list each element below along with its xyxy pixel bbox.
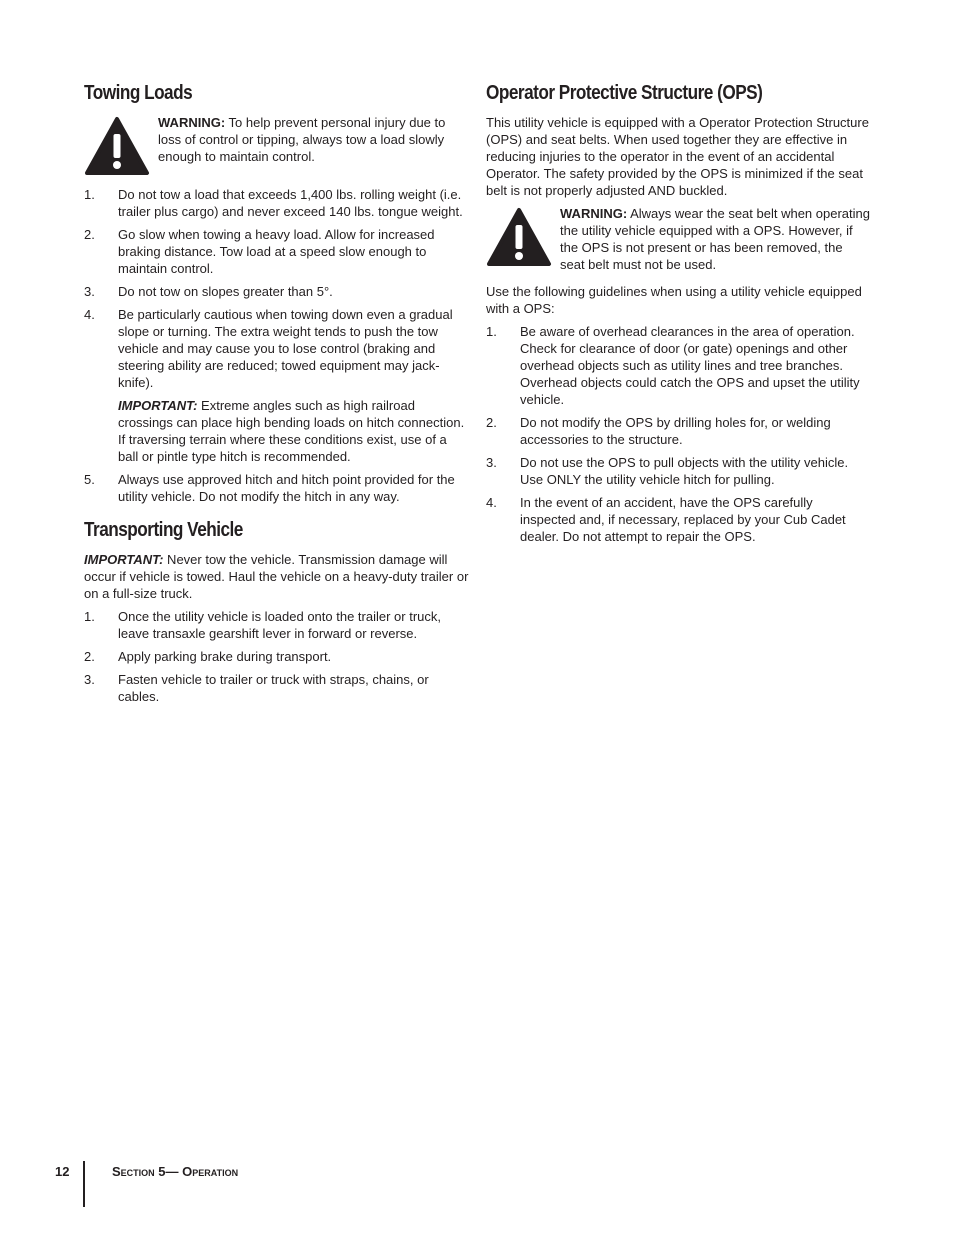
- list-number: 3.: [486, 455, 497, 470]
- list-number: 2.: [486, 415, 497, 430]
- list-text: Be particularly cautious when towing down even a gradual slope or turning. The extra weight tends to push the tow vehicle and may cause you to lose control (braking and steering ability are reduced; towed equipment may jack-knife).: [118, 307, 453, 390]
- list-item: [486, 323, 870, 408]
- list-item: [84, 283, 469, 300]
- transporting-vehicle-heading: Transporting Vehicle: [84, 519, 243, 541]
- list-number: 2.: [84, 649, 95, 664]
- warning-message: To help prevent personal injury due to loss of control or tipping, always tow a load slowly enough to maintain control.: [158, 115, 446, 164]
- list-item: [84, 226, 469, 277]
- warning-triangle-icon: [84, 116, 150, 176]
- list-item: [84, 648, 469, 665]
- list-text: Always use approved hitch and hitch point provided for the utility vehicle. Do not modify the hitch in any way.: [118, 472, 455, 504]
- list-item: [84, 608, 469, 642]
- list-number: 3.: [84, 284, 95, 299]
- list-item: [84, 671, 469, 705]
- list-text: Do not tow on slopes greater than 5°.: [118, 284, 333, 299]
- list-text: Do not use the OPS to pull objects with the utility vehicle. Use ONLY the utility vehicle hitch for pulling.: [520, 455, 849, 487]
- list-text: Do not tow a load that exceeds 1,400 lbs. rolling weight (i.e. trailer plus cargo) and never exceed 140 lbs. tongue weight.: [118, 187, 463, 219]
- ops-intro: This utility vehicle is equipped with a Operator Protection Structure (OPS) and seat belts. When used together they are effective in reducing injuries to the operator in the event of an accidental Operator. The safety provided by the OPS is minimized if the seat belt is not properly adjusted AND buckled.: [486, 115, 869, 198]
- important-label: IMPORTANT:: [84, 552, 164, 567]
- list-number: 1.: [84, 187, 95, 202]
- warning-label: WARNING:: [158, 115, 226, 130]
- warning-message: Always wear the seat belt when operating the utility vehicle equipped with a OPS. However, if the OPS is not present or has been removed, the seat belt must not be used.: [560, 206, 870, 272]
- list-item: [84, 186, 469, 220]
- list-text: Once the utility vehicle is loaded onto the trailer or truck, leave transaxle gearshift lever in forward or reverse.: [118, 609, 441, 641]
- list-text: Go slow when towing a heavy load. Allow for increased braking distance. Tow load at a speed slow enough to maintain control.: [118, 227, 435, 276]
- list-number: 3.: [84, 672, 95, 687]
- page-number: 12: [55, 1164, 70, 1179]
- important-note: [118, 397, 469, 465]
- right-column: [486, 80, 870, 551]
- list-number: 4.: [84, 307, 95, 322]
- transporting-list: [84, 608, 469, 705]
- list-number: 4.: [486, 495, 497, 510]
- footer-divider: [83, 1161, 85, 1207]
- list-text: In the event of an accident, have the OPS carefully inspected and, if necessary, replaced by your Cub Cadet dealer. Do not attempt to repair the OPS.: [520, 495, 846, 544]
- important-text: Never tow the vehicle. Transmission damage will occur if vehicle is towed. Haul the vehicle on a heavy-duty trailer or on a full-size truck.: [84, 552, 469, 601]
- towing-list: [84, 186, 469, 505]
- ops-heading: Operator Protective Structure (OPS): [486, 82, 763, 104]
- transporting-important-note: [84, 551, 469, 602]
- towing-loads-heading: Towing Loads: [84, 82, 193, 104]
- list-item: [84, 471, 469, 505]
- list-item: [486, 414, 870, 448]
- list-text: Fasten vehicle to trailer or truck with straps, chains, or cables.: [118, 672, 429, 704]
- important-text: Extreme angles such as high railroad crossings can place high bending loads on hitch connection. If traversing terrain where these conditions exist, use of a ball or pintle type hitch is recommended.: [118, 398, 465, 464]
- list-text: Be aware of overhead clearances in the area of operation. Check for clearance of door (or gate) openings and other overhead objects such as utility lines and tree branches. Overhead objects could catch the OPS and upset the utility vehicle.: [520, 324, 860, 407]
- ops-warning-text: [560, 205, 870, 273]
- list-number: 2.: [84, 227, 95, 242]
- ops-list: [486, 323, 870, 545]
- list-number: 5.: [84, 472, 95, 487]
- list-item: [486, 454, 870, 488]
- warning-triangle-icon: [486, 207, 552, 267]
- towing-warning-text: [158, 114, 469, 165]
- list-number: 1.: [486, 324, 497, 339]
- ops-warning: [486, 205, 870, 273]
- ops-guidelines: Use the following guidelines when using a utility vehicle equipped with a OPS:: [486, 284, 862, 316]
- list-number: 1.: [84, 609, 95, 624]
- list-item: [486, 494, 870, 545]
- important-label: IMPORTANT:: [118, 398, 198, 413]
- warning-label: WARNING:: [560, 206, 628, 221]
- list-text: Do not modify the OPS by drilling holes for, or welding accessories to the structure.: [520, 415, 831, 447]
- left-column: [84, 80, 469, 711]
- towing-warning: [84, 114, 469, 176]
- list-item: [84, 306, 469, 465]
- list-text: Apply parking brake during transport.: [118, 649, 332, 664]
- section-label: Section 5— Operation: [112, 1164, 239, 1179]
